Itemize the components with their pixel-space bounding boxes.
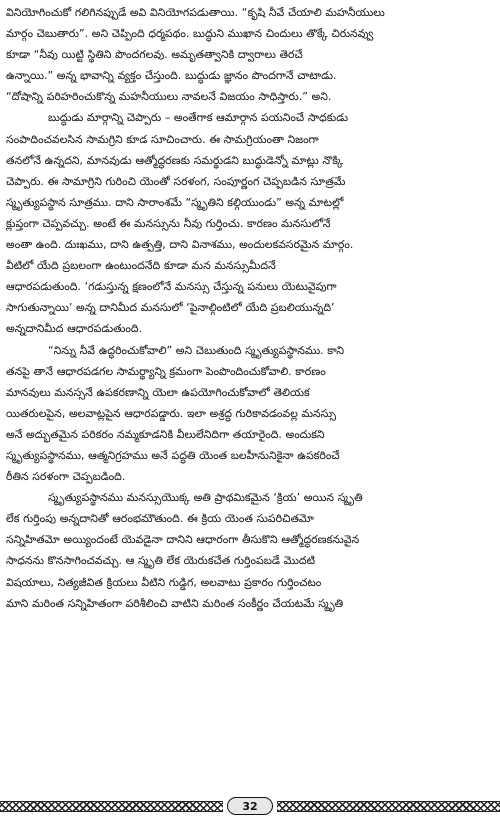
- text-line: స్మృత్యుపస్థానము మనస్సుయొక్క అతి ప్రాథమికమైన ‘క్రియ’ అయిన స్మృతి: [48, 491, 363, 505]
- ornament-band-left: [0, 801, 223, 812]
- text-line: సన్నిహితమో అయ్యిందంటే యెవడైనా దానిని ఆధారంగా తీసుకొని ఆత్మోద్ధరణకనువైన: [6, 533, 360, 547]
- text-line: మానవులు మనస్సనే ఉపకరణాన్ని యెలా ఉపయోగించుకోవాలో తెలియక: [6, 385, 310, 399]
- text-line: యితరులపైన, అలవాట్లపైన ఆధారపడ్డారు. ఇలా అశ్రద్ధ గురికావడంవల్ల మనస్సు: [6, 406, 337, 420]
- text-line: “నిన్ను నీవే ఉద్ధరించుకోవాలి” అని చెబుతుంది స్మృత్యుపస్థానము. కాని: [48, 343, 345, 357]
- text-line: చెప్పారు. ఈ సామాగ్రిని గురించి యెంతో సరళంగ, సంపూర్ణంగ చెప్పబడిన సూత్రమే: [6, 174, 346, 188]
- footer-ornament: [0, 799, 500, 813]
- text-line: తనపై తానే ఆధారపడగల సామర్థ్యాన్ని క్రమంగా పెంపొందించుకోవాలి. కారణం: [6, 364, 326, 378]
- text-line: ఉన్నాయి.” అన్న భావాన్ని వ్యక్తం చేస్తుంది. బుద్ధుడు జ్ఞానం పొందగానే చాటాడు.: [6, 69, 337, 83]
- text-line: లేక గుర్తింపు అన్నదానితో ఆరంభమౌతుంది. ఈ క్రియ యెంత సుపరిచితమో: [6, 512, 314, 526]
- text-line: అనే అద్భుతమైన పరికరం నమ్మకూడనికి వీలులేనిదిగా తయారైంది. అందుకని: [6, 427, 325, 441]
- text-line: విషయాలు, నిత్యజీవిత క్రియలు వీటిని గుడ్డిగ, అలవాటు ప్రకారం గుర్తించటం: [6, 575, 322, 589]
- text-line: అన్నదానిమీద ఆధారపడుతుంది.: [6, 322, 143, 336]
- text-line: ఆధారపడుతుంది. ‘గడుస్తున్న క్షణంలోనే మనస్సు చేస్తున్న పనులు యెటువైపుగా: [6, 280, 337, 294]
- text-line: తనలోనే ఉన్నదని, మానవుడు ఆత్మోద్ధరణకు సమర్థుడని బుద్ధుడెన్నో మాట్లు నొక్కి: [6, 153, 344, 167]
- text-line: సాధనను కొనసాగించవచ్చు. ఆ స్మృతి లేక యెరుకచేత గుర్తింపబడే మొదటి: [6, 554, 316, 568]
- paragraph-1: [6, 2, 494, 107]
- text-line: వినియోగించుకో గలిగినప్పుడే అవి వినియోగపడుతాయి. “కృషి నీవే చేయాలి మహనీయులు: [6, 6, 385, 19]
- paragraph-4: [6, 487, 494, 614]
- text-line: సాగుతున్నాయి’ అన్న దానిమీద మనసులో ‘పైనాల్గింటిలో యేది ప్రబలియున్నది’: [6, 301, 335, 315]
- ornament-band-right: [277, 801, 500, 812]
- text-line: స్మృత్యుపస్థానము, ఆత్మనిగ్రహము అనే పద్ధతి యెంత బలహీనునికైనా ఉపకరించే: [6, 448, 340, 462]
- text-line: క్లుప్తంగా చెప్పవచ్చు. అంటే ఈ మనస్సును నీవు గుర్తించు. కారణం మనసులోనే: [6, 216, 331, 230]
- page-number: 32: [227, 797, 273, 815]
- text-line: స్మృత్యుపస్థాన సూత్రము. దాని సారాంశమే “స్మృతిని కల్గియుండు” అన్న మాటల్లో: [6, 195, 344, 209]
- text-line: సంపాదించవలసిన సామగ్రిని కూడ సూచించారు. ఈ సామగ్రియంతా నిజంగా: [6, 132, 319, 146]
- text-line: రీతిన సరళంగా చెప్పబడింది.: [6, 470, 126, 484]
- text-line: మాని మరింత సన్నిహితంగా పరిశీలించి వాటిని మరింత సంకీర్ణం చేయటమే స్మృతి: [6, 596, 344, 610]
- text-line: “దోషాన్ని పరిహరించుకొన్న మహనీయులు నావలనే విజయం సాధిస్తారు.” అని.: [6, 90, 332, 104]
- page-text: [6, 2, 494, 614]
- text-line: అంతా ఉంది. దుఃఖము, దాని ఉత్పత్తి, దాని వినాశము, అందులకవసరమైన మార్గం.: [6, 238, 354, 252]
- paragraph-2: [6, 107, 494, 339]
- text-line: వీటిలో యేది ప్రబలంగా ఉంటుందనేది కూడా మన మనస్సుమీదనే: [6, 259, 276, 273]
- text-line: కూడా “నీవు యిట్టి స్థితిని పొందగలవు. అమృతత్వానికి ద్వారాలు తెరచే: [6, 48, 303, 62]
- text-line: మార్గం చెబుతారు”. అని చెప్పింది ధర్మపథం. బుద్ధుని ముఖాన చిందులు తొక్కే చిరునవ్వు: [6, 27, 374, 41]
- text-line: బుద్ధుడు మార్గాన్ని చెప్పారు – అంతేగాక ఆమార్గాన పయనించే సాధకుడు: [48, 111, 349, 125]
- paragraph-3: [6, 340, 494, 488]
